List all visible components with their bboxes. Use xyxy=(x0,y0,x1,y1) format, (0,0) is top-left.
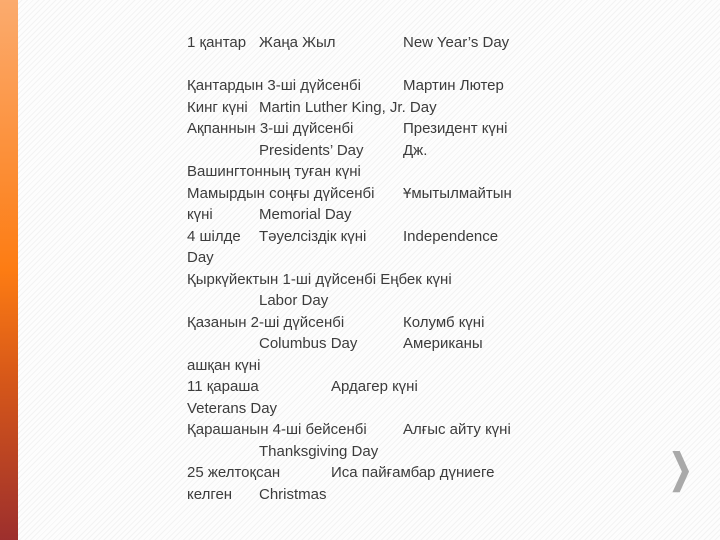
text-cell: Columbus Day xyxy=(259,335,358,352)
text-cell: күні xyxy=(187,206,213,223)
text-cell: Memorial Day xyxy=(259,206,352,223)
text-cell: Day xyxy=(187,249,214,266)
text-cell: Қыркүйектын 1-ші дүйсенбі Еңбек күні xyxy=(187,271,452,288)
text-cell: Labor Day xyxy=(259,292,329,309)
text-cell: Мамырдын соңғы дүйсенбі xyxy=(187,185,375,202)
text-cell: Ардагер күні xyxy=(331,378,418,395)
text-cell: ашқан күні xyxy=(187,357,261,374)
chevron-right-icon[interactable]: ❯ xyxy=(669,447,693,491)
accent-bar xyxy=(0,0,18,540)
text-cell: Колумб күні xyxy=(403,314,485,331)
text-cell: Вашингтонның туған күні xyxy=(187,163,361,180)
text-cell: Мартин Лютер xyxy=(403,77,504,94)
text-cell: Қарашанын 4-ші бейсенбі xyxy=(187,421,367,438)
text-cell: Тәуелсіздік күні xyxy=(259,228,367,245)
text-cell: Қазанын 2-ші дүйсенбі xyxy=(187,314,345,331)
text-cell: Ұмытылмайтын xyxy=(403,185,512,202)
text-cell: Martin Luther King, Jr. Day xyxy=(259,99,437,116)
text-cell: Ақпаннын 3-ші дүйсенбі xyxy=(187,120,354,137)
text-cell: Presidents’ Day xyxy=(259,142,364,159)
text-cell: Кинг күні xyxy=(187,99,248,116)
text-cell: Алғыс айту күні xyxy=(403,421,511,438)
text-cell: Иса пайғамбар дүниеге xyxy=(331,464,495,481)
text-cell: New Year’s Day xyxy=(403,34,510,51)
text-cell: келген xyxy=(187,486,233,503)
text-cell: Қантардын 3-ші дүйсенбі xyxy=(187,77,361,94)
text-cell: Christmas xyxy=(259,486,327,503)
text-cell: 4 шілде xyxy=(187,228,241,245)
text-cell: 25 желтоқсан xyxy=(187,464,281,481)
text-cell: 11 қараша xyxy=(187,378,259,395)
text-cell: Американы xyxy=(403,335,483,352)
text-cell: Veterans Day xyxy=(187,400,278,417)
text-cell: Independence xyxy=(403,228,499,245)
text-cell: Дж. xyxy=(403,142,428,159)
text-cell: Жаңа Жыл xyxy=(259,34,336,51)
text-cell: Президент күні xyxy=(403,120,508,137)
text-cell: Thanksgiving Day xyxy=(259,443,379,460)
text-cell: 1 қантар xyxy=(187,34,247,51)
